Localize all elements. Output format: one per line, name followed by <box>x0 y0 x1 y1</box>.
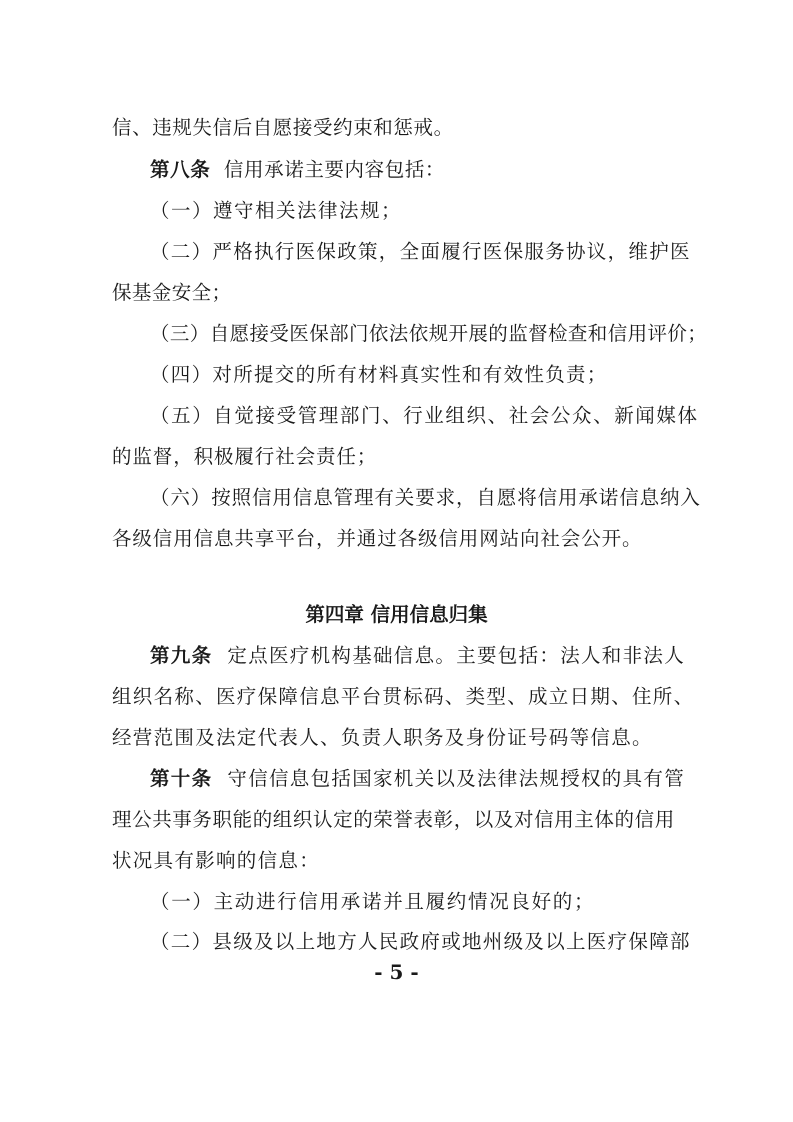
text-line: 经营范围及法定代表人、负责人职务及身份证号码等信息。 <box>112 726 653 749</box>
chapter-title: 第四章 信用信息归集 <box>305 603 488 626</box>
list-item: （五）自觉接受管理部门、行业组织、社会公众、新闻媒体 <box>150 404 699 427</box>
text-line: 的监督，积极履行社会责任； <box>112 445 378 468</box>
text-line: 状况具有影响的信息： <box>112 849 321 872</box>
article-8-text: 信用承诺主要内容包括： <box>223 158 446 181</box>
list-item: （二）严格执行医保政策，全面履行医保服务协议，维护医 <box>150 240 691 263</box>
list-item: （二）县级及以上地方人民政府或地州级及以上医疗保障部 <box>150 930 691 953</box>
page-number: - 5 - <box>374 960 419 984</box>
list-item: （一）遵守相关法律法规； <box>150 199 403 222</box>
text-line: 保基金安全； <box>112 281 232 304</box>
list-item: （六）按照信用信息管理有关要求，自愿将信用承诺信息纳入 <box>150 486 701 509</box>
text-line: 理公共事务职能的组织认定的荣誉表彰，以及对信用主体的信用 <box>112 808 675 831</box>
article-10-text: 守信信息包括国家机关以及法律法规授权的具有管 <box>227 767 686 790</box>
article-9-text: 定点医疗机构基础信息。主要包括：法人和非法人 <box>227 644 686 667</box>
article-8-line <box>150 158 445 182</box>
article-9-line <box>150 644 685 668</box>
article-8-label: 第八条 <box>150 158 211 181</box>
list-item: （三）自愿接受医保部门依法依规开展的监督检查和信用评价； <box>150 322 708 345</box>
text-line: 组织名称、医疗保障信息平台贯标码、类型、成立日期、住所、 <box>112 685 695 708</box>
text-line: 信、违规失信后自愿接受约束和惩戒。 <box>112 116 454 139</box>
list-item: （一）主动进行信用承诺并且履约情况良好的； <box>150 890 596 913</box>
list-item: （四）对所提交的所有材料真实性和有效性负责； <box>150 363 608 386</box>
article-9-label: 第九条 <box>150 644 213 667</box>
article-10-line <box>150 767 685 791</box>
article-10-label: 第十条 <box>150 767 213 790</box>
text-line: 各级信用信息共享平台，并通过各级信用网站向社会公开。 <box>112 527 643 550</box>
